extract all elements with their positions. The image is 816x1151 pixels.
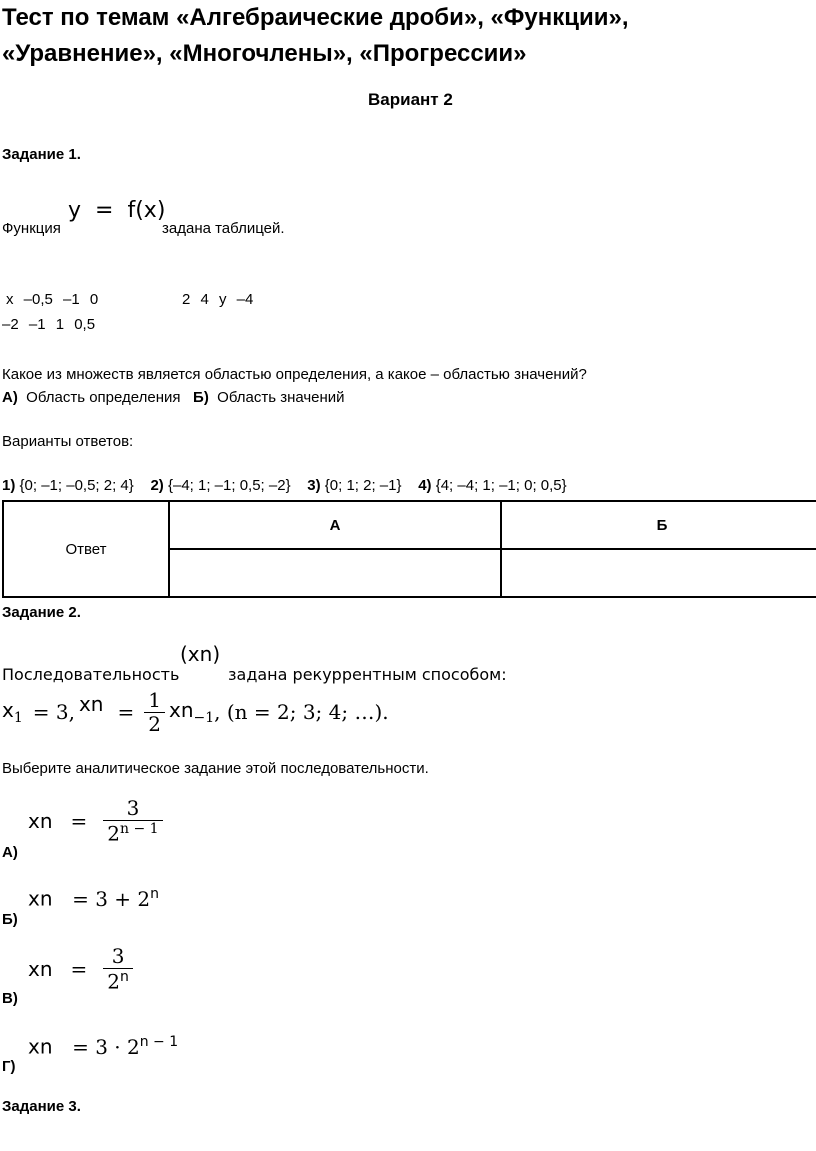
answer-cell-a[interactable]	[169, 549, 501, 597]
answer-col-b: Б	[501, 501, 816, 549]
option-g-formula: xn = $3 \cdot 2^{n - 1}$	[28, 1034, 179, 1059]
task1-table-row1: x –0,5 –1 0	[6, 291, 99, 308]
option-b-label: Б)	[2, 911, 18, 928]
task2-sequence: (xn)	[180, 642, 221, 666]
task2-recurrence: $x_1$ = 3, xn = $\frac{1}{2}$ $xn_{-1}$ , (n = 2; 3; 4; …).	[2, 687, 389, 736]
task2-intro-suffix: задана рекуррентным способом:	[228, 665, 507, 684]
option-a-formula: xn = $\frac{3}{2^{n - 1}}$	[28, 798, 163, 845]
title-line-2: «Уравнение», «Многочлены», «Прогрессии»	[2, 40, 527, 67]
task2-question: Выберите аналитическое задание этой последовательности.	[2, 760, 429, 777]
option-v-label: В)	[2, 990, 18, 1007]
task2-intro-prefix: Последовательность	[2, 665, 180, 684]
variant-label: Вариант 2	[368, 90, 453, 109]
answer-table	[2, 500, 816, 598]
task1-table-row2: –2 –1 1 0,5	[2, 316, 96, 333]
task1-intro-prefix: Функция	[2, 220, 61, 237]
task2-heading: Задание 2.	[2, 604, 81, 621]
answers-heading: Варианты ответов:	[2, 433, 134, 450]
task1-formula: y = f(x)	[68, 198, 166, 223]
answers-list: 1) {0; –1; –0,5; 2; 4} 2) {–4; 1; –1; 0,5; –2} 3) {0; 1; 2; –1} 4) {4; –4; 1; –1; 0; 0,5}	[2, 477, 567, 494]
answer-row-header: Ответ	[3, 501, 169, 597]
option-a-label: А)	[2, 844, 18, 861]
title-line-1: Тест по темам «Алгебраические дроби», «Функции»,	[2, 4, 629, 31]
task1-options: А) Область определения Б) Область значений	[2, 389, 345, 406]
option-v-formula: xn = $\frac{3}{2^n}$	[28, 946, 133, 993]
task3-heading: Задание 3.	[2, 1098, 81, 1115]
option-g-label: Г)	[2, 1058, 16, 1075]
task1-intro-suffix: задана таблицей.	[162, 220, 285, 237]
task1-question: Какое из множеств является областью определения, а какое – областью значений?	[2, 366, 587, 383]
task1-heading: Задание 1.	[2, 146, 81, 163]
option-b-formula: xn = $3 + 2^n$	[28, 886, 159, 911]
answer-cell-b[interactable]	[501, 549, 816, 597]
answer-col-a: А	[169, 501, 501, 549]
task1-table-row1-b: 2 4 y –4	[182, 291, 254, 308]
